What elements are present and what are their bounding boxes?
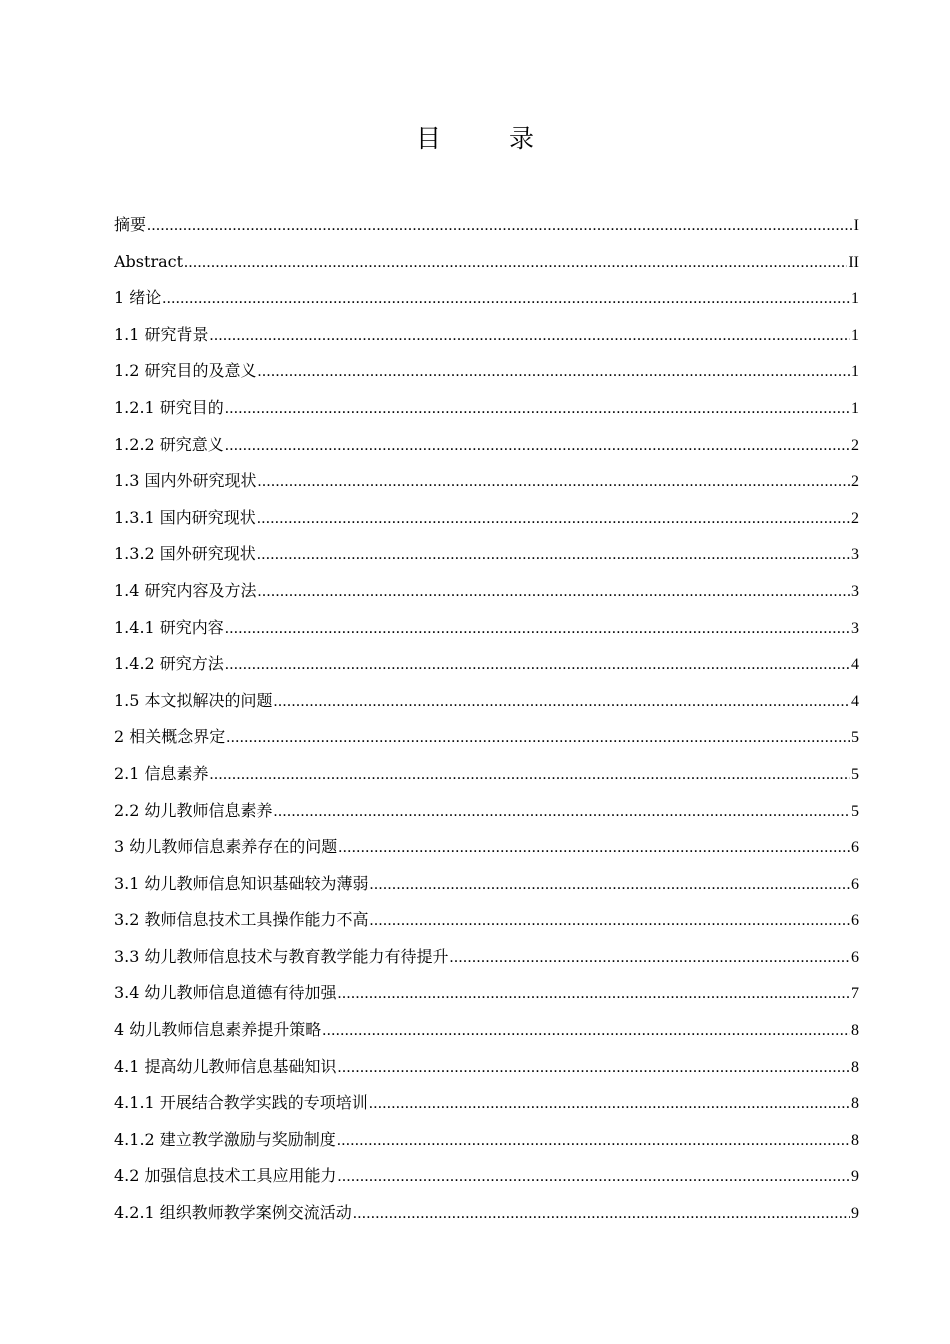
toc-dot-leader (322, 1013, 850, 1050)
toc-entry-label: 1.1 研究背景 (114, 324, 209, 344)
toc-dot-leader (258, 574, 850, 611)
toc-entry[interactable] (114, 939, 859, 976)
toc-dot-leader (162, 281, 850, 318)
toc-entry-label: 3 幼儿教师信息素养存在的问题 (114, 837, 338, 857)
toc-entry[interactable] (114, 793, 859, 830)
toc-entry-page-number: 6 (851, 875, 859, 893)
toc-entry-label: 3.4 幼儿教师信息道德有待加强 (114, 983, 337, 1003)
toc-dot-leader (225, 391, 850, 428)
toc-entry[interactable] (114, 902, 859, 939)
toc-dot-leader (257, 501, 850, 538)
toc-entry-page-number: 3 (851, 619, 859, 637)
toc-dot-leader (274, 684, 850, 721)
toc-entry-page-number: 5 (851, 729, 859, 747)
toc-entry-label: 1.3 国内外研究现状 (114, 471, 257, 491)
toc-entry-page-number: 5 (851, 765, 859, 783)
toc-entry[interactable] (114, 829, 859, 866)
toc-dot-leader (225, 428, 850, 465)
toc-entry-page-number: 6 (851, 839, 859, 857)
toc-entry[interactable] (114, 646, 859, 683)
toc-entry-page-number: 5 (851, 802, 859, 820)
toc-entry-page-number: 8 (851, 1022, 859, 1040)
toc-dot-leader (184, 245, 847, 282)
toc-entry[interactable] (114, 719, 859, 756)
toc-entry-label: 1.2 研究目的及意义 (114, 361, 257, 381)
toc-entry-page-number: 1 (851, 363, 859, 381)
toc-entry[interactable] (114, 573, 859, 610)
toc-dot-leader (225, 611, 850, 648)
toc-entry-label: Abstract (114, 251, 184, 271)
toc-entry-label: 1.4.2 研究方法 (114, 654, 224, 674)
toc-entry[interactable] (114, 244, 859, 281)
toc-entry-page-number: 9 (851, 1205, 859, 1223)
toc-entry-page-number: 6 (851, 948, 859, 966)
toc-title: 目 录 (416, 124, 564, 153)
toc-entry-page-number: 2 (851, 436, 859, 454)
toc-entry-label: 1.2.2 研究意义 (114, 434, 224, 454)
toc-entry-label: 2 相关概念界定 (114, 727, 226, 747)
toc-entry[interactable] (114, 866, 859, 903)
toc-list (114, 207, 859, 1232)
toc-entry-page-number: 3 (851, 546, 859, 564)
toc-entry-label: 3.2 教师信息技术工具操作能力不高 (114, 910, 369, 930)
toc-entry-page-number: 1 (851, 290, 859, 308)
toc-entry-page-number: 6 (851, 912, 859, 930)
toc-entry-page-number: 2 (851, 473, 859, 491)
toc-entry[interactable] (114, 317, 859, 354)
toc-dot-leader (226, 720, 850, 757)
toc-dot-leader (338, 1159, 850, 1196)
toc-entry-page-number: 1 (851, 399, 859, 417)
toc-dot-leader (210, 757, 850, 794)
toc-entry-label: 2.2 幼儿教师信息素养 (114, 800, 273, 820)
toc-entry-label: 1.5 本文拟解决的问题 (114, 690, 273, 710)
toc-entry-page-number: 9 (851, 1168, 859, 1186)
toc-entry-page-number: 4 (851, 692, 859, 710)
toc-entry-label: 4.1 提高幼儿教师信息基础知识 (114, 1056, 337, 1076)
toc-entry[interactable] (114, 1122, 859, 1159)
toc-entry-label: 1.3.1 国内研究现状 (114, 507, 256, 527)
toc-dot-leader (337, 1123, 850, 1160)
toc-entry-label: 4.2.1 组织教师教学案例交流活动 (114, 1203, 352, 1223)
toc-entry-label: 摘要 (114, 215, 147, 234)
toc-entry-label: 4.1.2 建立教学激励与奖励制度 (114, 1129, 336, 1149)
toc-entry[interactable] (114, 207, 859, 244)
toc-entry[interactable] (114, 390, 859, 427)
toc-dot-leader (225, 647, 850, 684)
toc-entry-page-number: 8 (851, 1095, 859, 1113)
toc-dot-leader (370, 903, 850, 940)
toc-dot-leader (258, 464, 850, 501)
toc-entry-page-number: 2 (851, 509, 859, 527)
toc-entry-page-number: I (853, 217, 859, 234)
toc-entry-label: 4.1.1 开展结合教学实践的专项培训 (114, 1093, 368, 1113)
toc-dot-leader (338, 1050, 850, 1087)
toc-entry[interactable] (114, 1158, 859, 1195)
toc-entry-label: 2.1 信息素养 (114, 763, 209, 783)
toc-entry-page-number: 8 (851, 1058, 859, 1076)
toc-entry[interactable] (114, 683, 859, 720)
toc-dot-leader (353, 1196, 850, 1233)
toc-dot-leader (369, 1086, 850, 1123)
toc-entry-page-number: 3 (851, 582, 859, 600)
toc-entry[interactable] (114, 756, 859, 793)
toc-entry[interactable] (114, 280, 859, 317)
toc-entry[interactable] (114, 500, 859, 537)
toc-entry-label: 4.2 加强信息技术工具应用能力 (114, 1166, 337, 1186)
toc-dot-leader (338, 976, 850, 1013)
toc-entry-label: 1 绪论 (114, 288, 162, 308)
toc-entry[interactable] (114, 536, 859, 573)
toc-entry[interactable] (114, 353, 859, 390)
toc-entry-label: 1.4.1 研究内容 (114, 617, 224, 637)
toc-entry[interactable] (114, 975, 859, 1012)
toc-entry[interactable] (114, 427, 859, 464)
toc-dot-leader (274, 794, 850, 831)
toc-entry-page-number: 8 (851, 1131, 859, 1149)
toc-dot-leader (147, 208, 853, 245)
toc-dot-leader (258, 354, 850, 391)
toc-dot-leader (450, 940, 850, 977)
toc-entry-label: 1.2.1 研究目的 (114, 397, 224, 417)
toc-entry[interactable] (114, 1049, 859, 1086)
toc-entry-page-number: 1 (851, 326, 859, 344)
toc-entry-page-number: 4 (851, 656, 859, 674)
toc-dot-leader (338, 830, 850, 867)
toc-entry[interactable] (114, 1195, 859, 1232)
toc-entry[interactable] (114, 610, 859, 647)
toc-entry[interactable] (114, 1085, 859, 1122)
toc-dot-leader (257, 537, 850, 574)
toc-entry-label: 1.3.2 国外研究现状 (114, 544, 256, 564)
toc-entry-page-number: 7 (851, 985, 859, 1003)
toc-entry-label: 3.1 幼儿教师信息知识基础较为薄弱 (114, 873, 369, 893)
toc-entry[interactable] (114, 463, 859, 500)
toc-entry-label: 3.3 幼儿教师信息技术与教育教学能力有待提升 (114, 946, 449, 966)
toc-entry[interactable] (114, 1012, 859, 1049)
toc-dot-leader (210, 318, 850, 355)
toc-entry-label: 4 幼儿教师信息素养提升策略 (114, 1020, 322, 1040)
toc-entry-page-number: II (848, 253, 859, 271)
toc-dot-leader (370, 867, 850, 904)
toc-entry-label: 1.4 研究内容及方法 (114, 580, 257, 600)
